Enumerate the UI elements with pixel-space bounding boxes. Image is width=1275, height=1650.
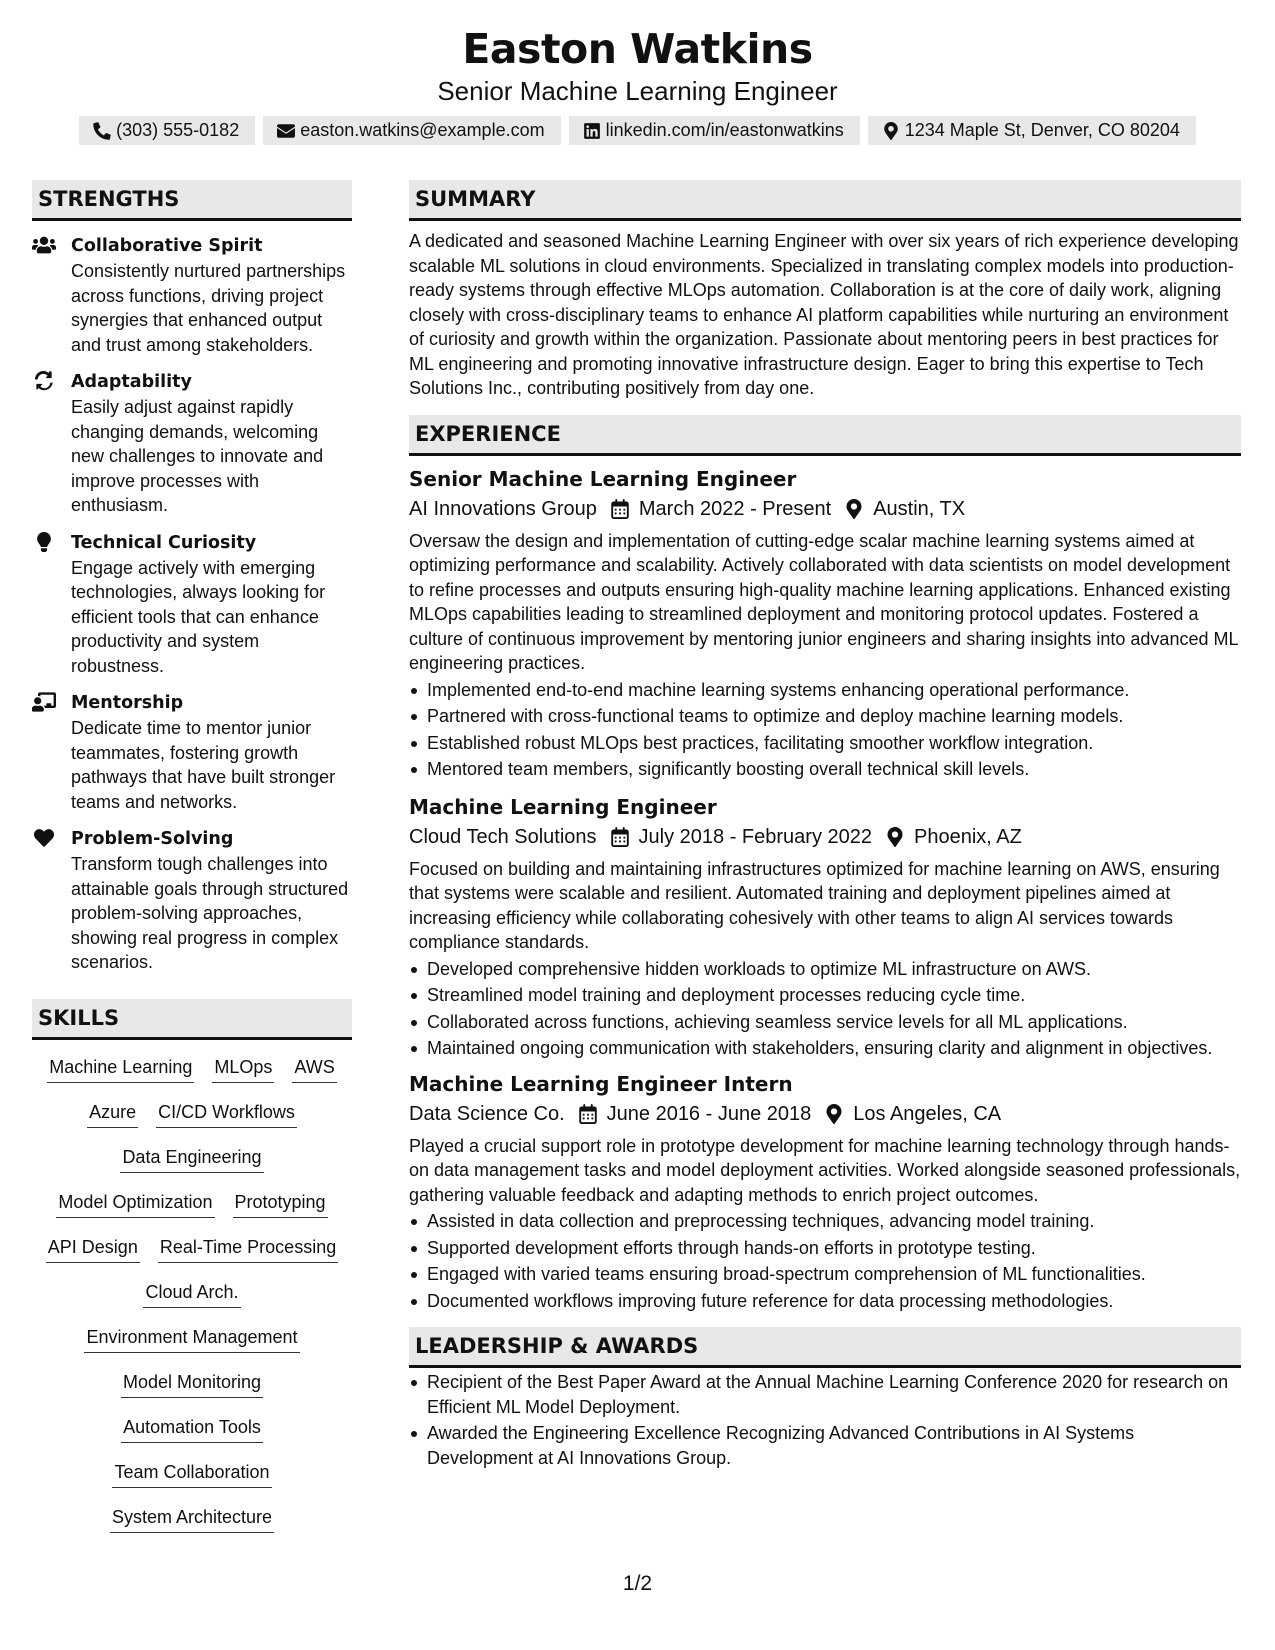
strengths-heading: STRENGTHS xyxy=(32,180,352,221)
summary-text: A dedicated and seasoned Machine Learning Engineer with over six years of rich experience developing scalable ML solutions in cloud environments. Specialized in translating complex models into production-ready systems through effective MLOps automation. Collaboration is at the core of daily work, aligning closely with cross-disciplinary teams to enhance AI platform capabilities while nurturing an environment of curiosity and growth within the organization. Passionate about mentoring peers in best practices for ML engineering and promoting innovative infrastructure design. Eager to bring this expertise to Tech Solutions Inc., contributing positively from day one. xyxy=(409,231,1239,398)
job-meta xyxy=(409,1099,1241,1129)
job-title: Senior Machine Learning Engineer xyxy=(409,466,797,491)
map-marker-icon xyxy=(825,1104,843,1124)
contact-address xyxy=(868,116,1196,145)
job-bullet: Documented workflows improving future reference for data processing methodologies. xyxy=(409,1289,1241,1314)
candidate-name: Easton Watkins xyxy=(462,25,813,73)
awards-heading: LEADERSHIP & AWARDS xyxy=(409,1327,1241,1368)
skill-row xyxy=(32,1455,352,1500)
resume-header xyxy=(0,22,1275,145)
phone-icon xyxy=(93,122,111,140)
job-bullet: Supported development efforts through hands-on efforts in prototype testing. xyxy=(409,1236,1241,1261)
strength-title: Technical Curiosity xyxy=(71,532,257,553)
awards-list xyxy=(409,1370,1241,1470)
skill-row xyxy=(32,1185,352,1230)
strength-item xyxy=(32,530,352,679)
contact-phone[interactable] xyxy=(79,116,255,145)
job-bullets xyxy=(409,678,1241,782)
award-item: Recipient of the Best Paper Award at the Annual Machine Learning Conference 2020 for research on Efficient ML Model Deployment. xyxy=(409,1370,1241,1419)
job-bullet: Established robust MLOps best practices, facilitating smoother workflow integration. xyxy=(409,731,1241,756)
job-description: Oversaw the design and implementation of cutting-edge scalar machine learning systems aimed at optimizing performance and scalability. Actively collaborated with data scientists on model development to refine processes and outputs ensuring high-quality machine learning applications. Enhanced existing MLOps capabilities leading to streamlined deployment and monitoring protocol updates. Fostered a culture of continuous improvement by mentoring junior engineers and sharing insights into advanced ML engineering practices. xyxy=(409,530,1238,673)
strength-desc: Consistently nurtured partnerships across functions, driving project synergies that enhanced output and trust among stakeholders. xyxy=(71,261,346,355)
strength-title: Problem-Solving xyxy=(71,829,234,849)
job-dates: June 2016 - June 2018 xyxy=(606,1102,812,1125)
calendar-icon xyxy=(611,499,629,519)
map-marker-icon xyxy=(845,499,863,519)
lightbulb-icon xyxy=(32,532,56,552)
job-bullet: Streamlined model training and deployment processes reducing cycle time. xyxy=(409,983,1241,1008)
job-bullet: Maintained ongoing communication with stakeholders, ensuring clarity and alignment in objectives. xyxy=(409,1036,1241,1061)
skill-tag: Real-Time Processing xyxy=(158,1230,338,1263)
job-company: Cloud Tech Solutions xyxy=(409,825,597,848)
job-location: Austin, TX xyxy=(873,497,966,520)
skill-tag: Prototyping xyxy=(233,1185,328,1218)
skill-tag: Model Monitoring xyxy=(121,1365,263,1398)
summary-heading: SUMMARY xyxy=(409,180,1241,221)
job-description: Played a crucial support role in prototype development for machine learning technology through hands-on data management tasks and model deployment activities. Worked alongside seasoned professionals, gathering valuable feedback and adapting methods to enrich project outcomes. xyxy=(409,1135,1241,1205)
skill-tag: AWS xyxy=(292,1050,336,1083)
job-bullet: Developed comprehensive hidden workloads to optimize ML infrastructure on AWS. xyxy=(409,957,1241,982)
strength-title: Collaborative Spirit xyxy=(71,236,263,256)
job-bullet: Implemented end-to-end machine learning systems enhancing operational performance. xyxy=(409,678,1241,703)
strength-desc: Easily adjust against rapidly changing demands, welcoming new challenges to innovate and improve processes with enthusiasm. xyxy=(71,397,324,515)
contact-phone-text: (303) 555-0182 xyxy=(116,120,240,140)
users-icon xyxy=(32,235,56,255)
skill-row xyxy=(32,1095,352,1140)
linkedin-icon xyxy=(583,122,601,140)
strength-item xyxy=(32,369,352,518)
job-title: Machine Learning Engineer xyxy=(409,794,717,819)
skill-row xyxy=(32,1320,352,1365)
contact-linkedin-text: linkedin.com/in/eastonwatkins xyxy=(605,120,844,140)
contact-linkedin[interactable] xyxy=(569,116,860,145)
envelope-icon xyxy=(277,122,295,140)
strength-desc: Transform tough challenges into attainable goals through structured problem-solving approaches, showing real progress in complex scenarios. xyxy=(71,854,349,972)
job-location: Los Angeles, CA xyxy=(853,1102,1002,1125)
job-bullet: Assisted in data collection and preprocessing techniques, advancing model training. xyxy=(409,1209,1241,1234)
map-marker-icon xyxy=(886,827,904,847)
job-bullets xyxy=(409,957,1241,1061)
strength-item xyxy=(32,690,352,814)
job-company: AI Innovations Group xyxy=(409,497,597,520)
job-bullets xyxy=(409,1209,1241,1313)
skill-row xyxy=(32,1230,352,1275)
strength-item xyxy=(32,233,352,357)
strength-item xyxy=(32,826,352,975)
chalkboard-teacher-icon xyxy=(32,692,56,712)
left-column xyxy=(32,180,352,1545)
skill-tag: Data Engineering xyxy=(120,1140,263,1173)
skill-row xyxy=(32,1140,352,1185)
job-dates: March 2022 - Present xyxy=(638,497,832,520)
job-entry xyxy=(409,464,1241,782)
job-location: Phoenix, AZ xyxy=(914,825,1022,848)
strength-desc: Dedicate time to mentor junior teammates, fostering growth pathways that have built stronger teams and networks. xyxy=(71,718,336,812)
skill-tag: System Architecture xyxy=(110,1500,274,1533)
job-title: Machine Learning Engineer Intern xyxy=(409,1071,793,1096)
job-bullet: Collaborated across functions, achieving seamless service levels for all ML applications. xyxy=(409,1010,1241,1035)
job-meta xyxy=(409,822,1241,852)
skill-tag: CI/CD Workflows xyxy=(156,1095,297,1128)
skill-row xyxy=(32,1410,352,1455)
job-company: Data Science Co. xyxy=(409,1102,565,1125)
skill-tag: Machine Learning xyxy=(47,1050,194,1083)
page-number: 1/2 xyxy=(622,1572,653,1595)
skill-tag: MLOps xyxy=(212,1050,274,1083)
candidate-title: Senior Machine Learning Engineer xyxy=(437,76,838,106)
heart-icon xyxy=(32,828,56,848)
skill-tag: Cloud Arch. xyxy=(143,1275,240,1308)
strength-title: Adaptability xyxy=(71,372,192,392)
contact-email-text: easton.watkins@example.com xyxy=(300,120,545,140)
sync-icon xyxy=(32,371,56,391)
job-entry xyxy=(409,1069,1241,1314)
job-entry xyxy=(409,792,1241,1061)
job-bullet: Partnered with cross-functional teams to optimize and deploy machine learning models. xyxy=(409,704,1241,729)
skill-tag: Automation Tools xyxy=(121,1410,263,1443)
right-column xyxy=(409,180,1241,1472)
skill-tag: Environment Management xyxy=(84,1320,299,1353)
contact-email[interactable] xyxy=(263,116,560,145)
skill-tag: API Design xyxy=(46,1230,140,1263)
skill-tag: Model Optimization xyxy=(56,1185,214,1218)
job-meta xyxy=(409,494,1241,524)
calendar-icon xyxy=(579,1104,597,1124)
calendar-icon xyxy=(611,827,629,847)
skill-tag: Azure xyxy=(87,1095,138,1128)
skill-row xyxy=(32,1365,352,1410)
job-description: Focused on building and maintaining infrastructures optimized for machine learning on AWS, ensuring that systems were scalable and resilient. Automated training and deployment pipelines aimed at increasing efficiency while collaborating cohesively with other teams to align AI services towards compliance standards. xyxy=(409,858,1220,952)
skill-row xyxy=(32,1050,352,1095)
award-item: Awarded the Engineering Excellence Recognizing Advanced Contributions in AI Systems Development at AI Innovations Group. xyxy=(409,1421,1241,1470)
skills-list xyxy=(32,1050,352,1545)
strength-title: Mentorship xyxy=(71,693,184,713)
strength-desc: Engage actively with emerging technologies, always looking for efficient tools that can enhance productivity and system robustness. xyxy=(71,557,326,676)
skill-row xyxy=(32,1500,352,1545)
job-bullet: Engaged with varied teams ensuring broad-spectrum comprehension of ML functionalities. xyxy=(409,1262,1241,1287)
job-dates: July 2018 - February 2022 xyxy=(638,825,872,848)
experience-heading: EXPERIENCE xyxy=(409,415,1241,456)
skill-row xyxy=(32,1275,352,1320)
job-bullet: Mentored team members, significantly boosting overall technical skill levels. xyxy=(409,757,1241,782)
map-marker-icon xyxy=(882,122,900,140)
contact-bar xyxy=(0,116,1275,145)
contact-address-text: 1234 Maple St, Denver, CO 80204 xyxy=(904,120,1180,140)
skills-heading: SKILLS xyxy=(32,999,352,1040)
skill-tag: Team Collaboration xyxy=(112,1455,271,1488)
